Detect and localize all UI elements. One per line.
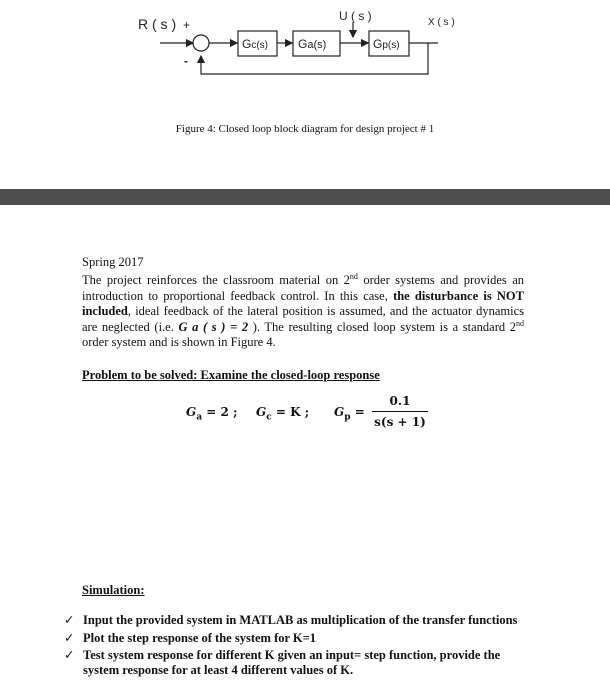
document-page xyxy=(0,205,610,700)
plus-sign: + xyxy=(183,18,191,32)
semester-label: Spring 2017 xyxy=(82,255,144,269)
gp-fraction xyxy=(372,394,428,429)
checkmark-icon: ✓ xyxy=(64,629,75,645)
block-gc-label: Gc(s) xyxy=(242,37,269,51)
list-item: ✓ Input the provided system in MATLAB as multiplication of the transfer functions xyxy=(64,612,518,627)
summing-junction xyxy=(193,35,209,51)
gp-numerator: 0.1 xyxy=(372,394,428,412)
equation-ga: $G_a = 2$ ; xyxy=(186,405,238,423)
problem-heading: Problem to be solved: Examine the closed-loop response xyxy=(82,368,380,382)
intro-paragraph: The project reinforces the classroom material on 2nd order systems and provides an introduction to proportional feedback control. In this case, the disturbance is NOT included, ideal feedback of the lateral position is assumed, and the actuator dynamics are neglected (i.e. G a ( s ) = 2 ). The resulting closed loop system is a standard 2nd order system and is shown in Figure 4. xyxy=(82,271,525,349)
list-item: ✓ Plot the step response of the system for K=1 xyxy=(64,629,317,645)
figure-caption: Figure 4: Closed loop block diagram for design project # 1 xyxy=(175,123,435,135)
gp-denominator: s(s + 1) xyxy=(374,415,426,429)
input-label: R ( s ) xyxy=(138,16,177,32)
simulation-task-list xyxy=(62,613,532,680)
checkmark-icon: ✓ xyxy=(64,612,75,627)
output-label: X ( s ) xyxy=(428,17,455,28)
list-item: ✓ Test system response for different K given an input= step function, provide the system response for at least 4 different values of K. xyxy=(64,647,501,677)
simulation-heading: Simulation: xyxy=(82,583,145,597)
checkmark-icon: ✓ xyxy=(64,647,75,662)
page-separator xyxy=(0,189,610,205)
block-diagram xyxy=(0,0,610,120)
disturbance-label: U ( s ) xyxy=(339,9,372,23)
diagram-page xyxy=(0,0,610,189)
minus-sign: - xyxy=(184,54,188,68)
equation-gc: $G_c = K$ ; xyxy=(256,405,310,423)
block-ga-label: Ga(s) xyxy=(298,37,327,51)
block-gp-label: Gp(s) xyxy=(373,37,400,51)
equation-gp: $G_p$ = xyxy=(334,405,365,423)
